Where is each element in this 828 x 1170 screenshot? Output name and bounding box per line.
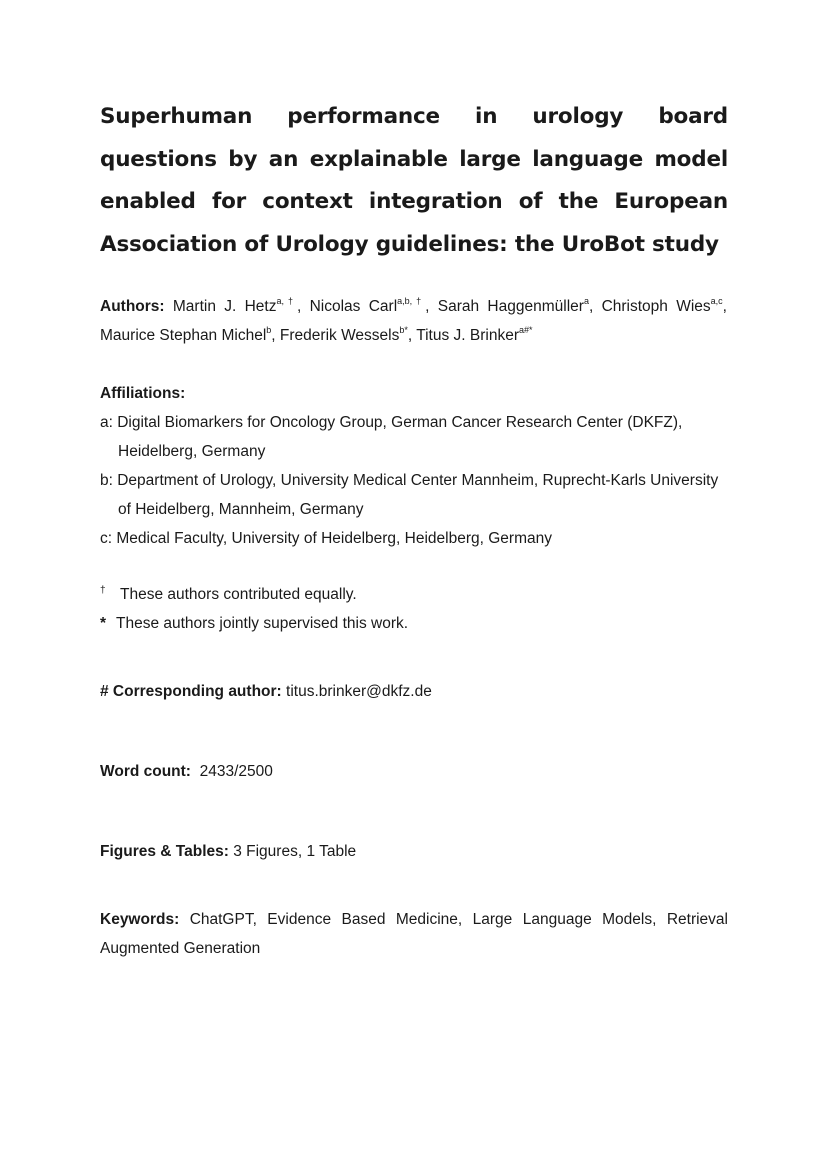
author-affiliation-mark: a,†	[276, 295, 297, 306]
equal-contribution-note	[100, 580, 700, 609]
equal-contribution-text: These authors contributed equally.	[120, 586, 357, 603]
author-affiliation-mark: a,b,†	[397, 295, 426, 306]
word-count	[100, 757, 273, 786]
word-count-value: 2433/2500	[199, 763, 273, 780]
joint-supervision-text: These authors jointly supervised this work.	[116, 615, 409, 632]
author-notes	[100, 580, 700, 638]
author-name: Sarah Haggenmüller	[437, 298, 584, 315]
dagger-symbol: †	[100, 585, 106, 596]
affiliation-list	[100, 408, 730, 553]
author-name: Maurice Stephan Michel	[100, 327, 267, 344]
author-separator: ,	[425, 298, 438, 315]
joint-supervision-note	[100, 609, 700, 638]
author-affiliation-mark: a	[583, 295, 589, 306]
corresponding-author-label: # Corresponding author:	[100, 683, 282, 700]
author-entry	[279, 324, 417, 344]
author-separator: ,	[296, 298, 310, 315]
author-name: Christoph Wies	[601, 298, 711, 315]
word-count-label: Word count:	[100, 763, 191, 780]
affiliation-item: b: Department of Urology, University Medical Center Mannheim, Ruprecht-Karls University of Heidelberg, Mannheim, Germany	[100, 472, 719, 518]
author-entry	[309, 295, 438, 315]
authors-label: Authors:	[100, 298, 165, 315]
author-name: Frederik Wessels	[279, 327, 400, 344]
author-separator: ,	[407, 327, 417, 344]
author-entry	[172, 295, 310, 315]
keywords	[100, 905, 728, 963]
author-entry	[601, 295, 727, 315]
affiliations-heading: Affiliations:	[100, 385, 186, 402]
author-separator: ,	[271, 327, 280, 344]
author-separator: ,	[588, 298, 602, 315]
author-entry	[416, 324, 533, 344]
affiliation-item: a: Digital Biomarkers for Oncology Group, German Cancer Research Center (DKFZ), Heidelberg, Germany	[100, 414, 683, 460]
keywords-label: Keywords:	[100, 911, 180, 928]
author-entry	[100, 324, 280, 344]
author-affiliation-mark: a#*	[519, 324, 533, 335]
corresponding-author	[100, 677, 432, 706]
paper-title: Superhuman performance in urology board questions by an explainable large language model enabled for context integration of the European Association of Urology guidelines: the UroBot study	[100, 104, 728, 257]
author-name: Titus J. Brinker	[416, 327, 519, 344]
author-affiliation-mark: a,c	[710, 295, 723, 306]
author-name: Nicolas Carl	[309, 298, 398, 315]
author-entry	[437, 295, 602, 315]
author-list	[100, 292, 727, 350]
corresponding-author-email[interactable]: titus.brinker@dkfz.de	[286, 683, 432, 700]
author-affiliation-mark: b*	[399, 324, 408, 335]
figures-tables-value: 3 Figures, 1 Table	[233, 843, 357, 860]
affiliation-item: c: Medical Faculty, University of Heidelberg, Heidelberg, Germany	[100, 530, 552, 547]
author-affiliation-mark: b	[266, 324, 272, 335]
keywords-value: ChatGPT, Evidence Based Medicine, Large Language Models, Retrieval Augmented Generation	[100, 911, 728, 957]
author-name: Martin J. Hetz	[172, 298, 277, 315]
author-separator: ,	[722, 298, 727, 315]
asterisk-symbol: *	[100, 615, 107, 632]
figures-tables-label: Figures & Tables:	[100, 843, 229, 860]
figures-tables	[100, 837, 356, 866]
